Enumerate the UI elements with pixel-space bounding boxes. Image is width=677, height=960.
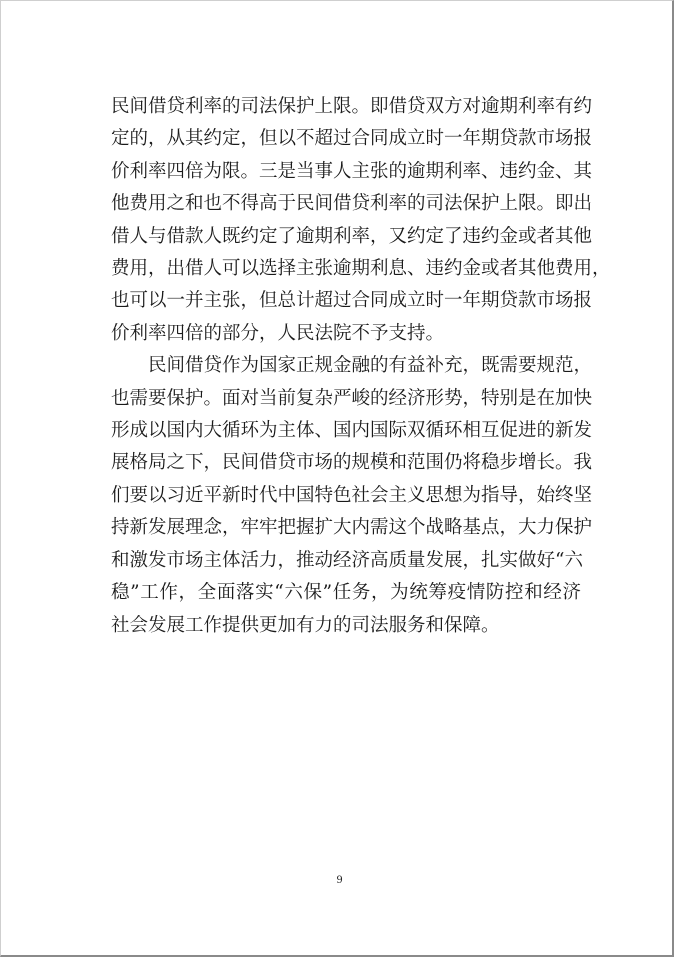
text-line: 稳”工作，全面落实“六保”任务，为统筹疫情防控和经济 <box>111 582 581 604</box>
text-line: 价利率四倍的部分，人民法院不予支持。 <box>111 322 445 344</box>
text-line: 展格局之下，民间借贷市场的规模和范围仍将稳步增长。我 <box>111 452 593 474</box>
text-line: 定的，从其约定，但以不超过合同成立时一年期贷款市场报 <box>111 128 593 150</box>
text-line: 民间借贷利率的司法保护上限。即借贷双方对逾期利率有约 <box>111 96 593 117</box>
text-line: 和激发市场主体活力，推动经济高质量发展，扎实做好“六 <box>111 549 583 571</box>
text-line: 费用，出借人可以选择主张逾期利息、违约金或者其他费用， <box>111 258 611 280</box>
body-text <box>111 91 611 642</box>
text-line: 民间借贷作为国家正规金融的有益补充，既需要规范， <box>148 355 593 377</box>
text-line: 们要以习近平新时代中国特色社会主义思想为指导，始终坚 <box>111 484 593 506</box>
text-line: 也需要保护。面对当前复杂严峻的经济形势，特别是在加快 <box>111 387 593 409</box>
text-line: 形成以国内大循环为主体、国内国际双循环相互促进的新发 <box>111 420 593 442</box>
paragraph-1 <box>111 91 611 350</box>
page-number: 9 <box>336 875 343 886</box>
text-line: 他费用之和也不得高于民间借贷利率的司法保护上限。即出 <box>111 193 593 215</box>
text-line: 价利率四倍为限。三是当事人主张的逾期利率、违约金、其 <box>111 160 593 182</box>
paragraph-2 <box>111 350 593 642</box>
text-line: 持新发展理念，牢牢把握扩大内需这个战略基点，大力保护 <box>111 517 593 539</box>
text-line: 借人与借款人既约定了逾期利率，又约定了违约金或者其他 <box>111 225 593 247</box>
text-line: 社会发展工作提供更加有力的司法服务和保障。 <box>111 614 500 636</box>
text-line: 也可以一并主张，但总计超过合同成立时一年期贷款市场报 <box>111 290 593 312</box>
